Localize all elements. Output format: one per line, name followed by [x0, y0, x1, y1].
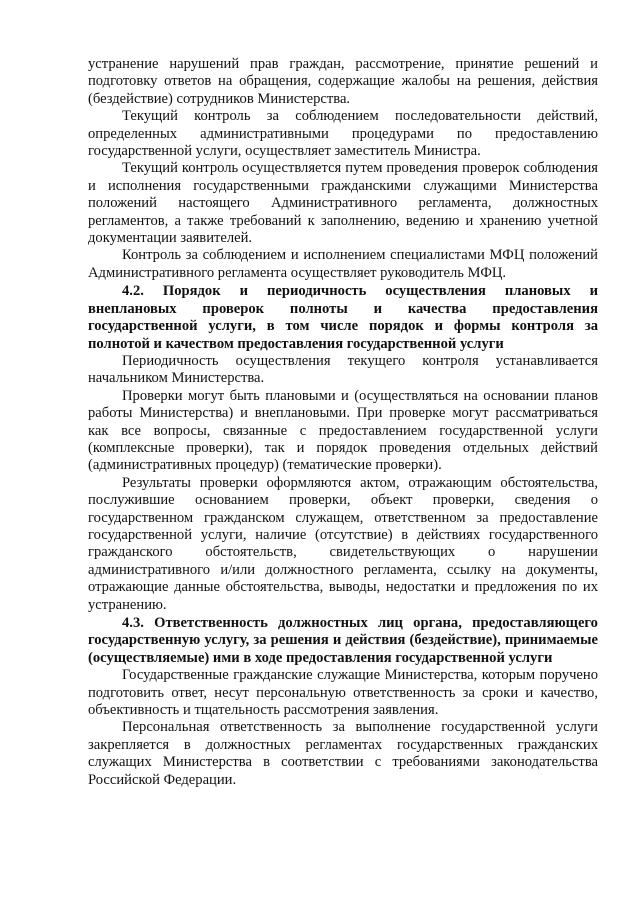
paragraph-periodicity: Периодичность осуществления текущего контроля устанавливается начальником Министерства. [88, 352, 598, 387]
document-page [88, 56, 598, 789]
paragraph-current-control-method: Текущий контроль осуществляется путем проведения проверок соблюдения и исполнения государственными гражданскими служащими Министерства положений настоящего Административного регламента, должностных регламентов, а также требований к заполнению, ведению и хранению учетной документации заявителей. [88, 160, 598, 247]
section-4-2-number: 4.2. [122, 283, 144, 300]
section-4-3-heading [88, 615, 598, 667]
paragraph-personal-responsibility-regulations: Персональная ответственность за выполнение государственной услуги закрепляется в должностных регламентах государственных гражданских служащих Министерства в соответствии с требованиями законодательства Российской Федерации. [88, 719, 598, 788]
paragraph-inspection-results: Результаты проверки оформляются актом, отражающим обстоятельства, послужившие основанием проверки, объект проверки, сведения о государственном гражданском служащем, ответственном за предоставление государственной услуги, наличие (отсутствие) в действиях государственного гражданского обстоятельств, свидетельствующих о нарушении административного и/или должностного регламента, ссылку на документы, отражающие данные обстоятельства, выводы, недостатки и предложения по их устранению. [88, 474, 598, 613]
paragraph-personal-responsibility-deadlines: Государственные гражданские служащие Министерства, которым поручено подготовить ответ, несут персональную ответственность за сроки и качество, объективность и тщательность рассмотрения заявления. [88, 667, 598, 719]
paragraph-continuation: устранение нарушений прав граждан, рассмотрение, принятие решений и подготовку ответов на обращения, содержащие жалобы на решения, действия (бездействие) сотрудников Министерства. [88, 56, 598, 107]
section-4-3-number: 4.3. [122, 615, 144, 631]
section-4-2-title: Порядок и периодичность осуществления плановых и внеплановых проверок полноты и качества предоставления государственной услуги, в том числе порядок и формы контроля за полнотой и качеством предоставления государственной услуги [88, 283, 598, 352]
section-4-2-heading [88, 283, 598, 353]
paragraph-mfc-control: Контроль за соблюдением и исполнением специалистами МФЦ положений Административного регламента осуществляет руководитель МФЦ. [88, 247, 598, 281]
paragraph-current-control-deputy: Текущий контроль за соблюдением последовательности действий, определенных административными процедурами по предоставлению государственной услуги, осуществляет заместитель Министра. [88, 108, 598, 160]
section-4-3-title: Ответственность должностных лиц органа, предоставляющего государственную услугу, за решения и действия (бездействие), принимаемые (осуществляемые) ими в ходе предоставления государственной услуги [88, 615, 598, 666]
paragraph-inspection-types: Проверки могут быть плановыми и (осуществляться на основании планов работы Министерства) и внеплановыми. При проверке могут рассматриваться как все вопросы, связанные с предоставлением государственной услуги (комплексные проверки), так и порядок проведения отдельных действий (административных процедур) (тематические проверки). [88, 387, 598, 474]
